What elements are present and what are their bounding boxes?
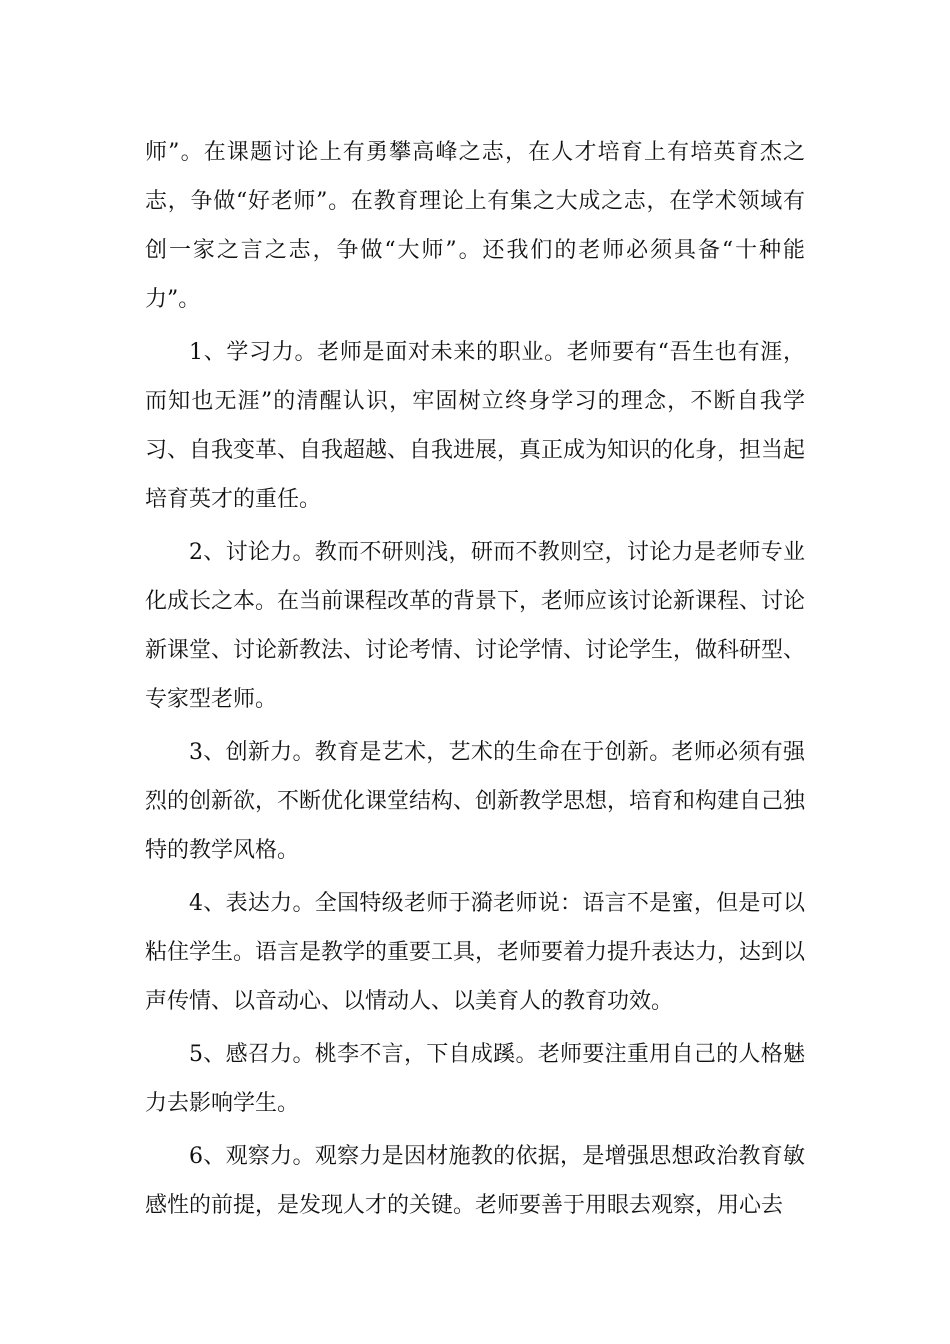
paragraph-expression-ability: 4、表达力。全国特级老师于漪老师说：语言不是蜜，但是可以粘住学生。语言是教学的重要工具，老师要着力提升表达力，达到以声传情、以音动心、以情动人、以美育人的教育功效。: [145, 891, 806, 1014]
paragraph-learning-ability: 1、学习力。老师是面对未来的职业。老师要有“吾生也有涯，而知也无涯”的清醒认识，牢固树立终身学习的理念，不断自我学习、自我变革、自我超越、自我进展，真正成为知识的化身，担当起培育英才的重任。: [145, 340, 806, 512]
paragraph-charisma-ability: 5、感召力。桃李不言，下自成蹊。老师要注重用自己的人格魅力去影响学生。: [145, 1042, 805, 1116]
paragraph-observation-ability: 6、观察力。观察力是因材施教的依据，是增强思想政治教育敏感性的前提，是发现人才的关键。老师要善于用眼去观察，用心去: [145, 1144, 805, 1218]
paragraph-innovation-ability: 3、创新力。教育是艺术，艺术的生命在于创新。老师必须有强烈的创新欲，不断优化课堂结构、创新教学思想，培育和构建自己独特的教学风格。: [145, 740, 806, 863]
paragraph-continuation: 师”。在课题讨论上有勇攀高峰之志，在人才培育上有培英育杰之志，争做“好老师”。在教育理论上有集之大成之志，在学术领域有创一家之言之志，争做“大师”。还我们的老师必须具备“十种能力”。: [145, 140, 805, 312]
document-page: [145, 128, 805, 1234]
paragraph-research-ability: 2、讨论力。教而不研则浅，研而不教则空，讨论力是老师专业化成长之本。在当前课程改革的背景下，老师应该讨论新课程、讨论新课堂、讨论新教法、讨论考情、讨论学情、讨论学生，做科研型、专家型老师。: [145, 540, 806, 712]
